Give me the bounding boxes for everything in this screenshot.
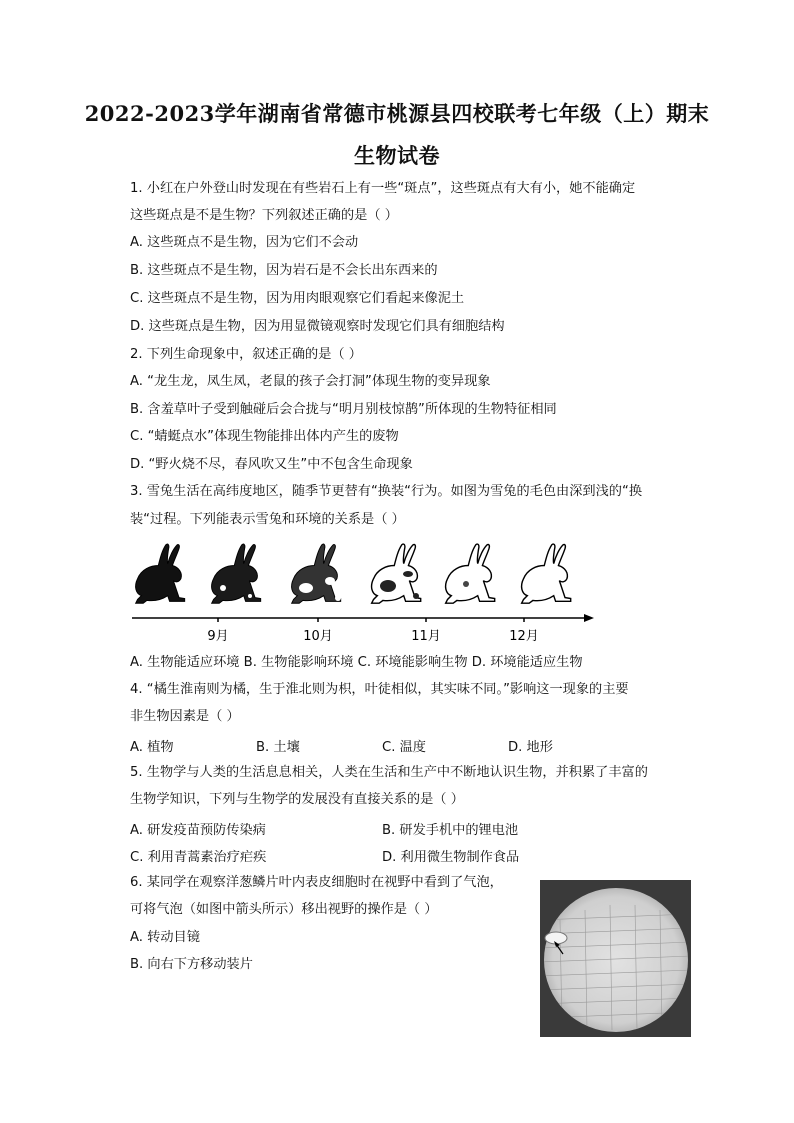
field-of-view-circle xyxy=(544,888,688,1032)
q2-stem: 2. 下列生命现象中，叙述正确的是（ ） xyxy=(130,347,362,362)
q1-option-d: D. 这些斑点是生物，因为用显微镜观察时发现它们具有细胞结构 xyxy=(130,319,505,334)
exam-title-line2: 生物试卷 xyxy=(354,143,440,168)
rabbit-october xyxy=(292,544,341,603)
timeline-arrowhead xyxy=(584,614,594,622)
q1-option-c: C. 这些斑点不是生物，因为用肉眼观察它们看起来像泥土 xyxy=(130,291,465,306)
q5-option-d: D. 利用微生物制作食品 xyxy=(382,850,520,865)
rabbit-november-early xyxy=(372,544,421,603)
q4-stem-line2: 非生物因素是（ ） xyxy=(130,709,240,724)
q2-option-b: B. 含羞草叶子受到触碰后会合拢与“明月别枝惊鹊”所体现的生物特征相同 xyxy=(130,402,557,417)
q1-option-a: A. 这些斑点不是生物，因为它们不会动 xyxy=(130,235,359,250)
q4-option-d: D. 地形 xyxy=(508,740,553,755)
q4-option-b: B. 土壤 xyxy=(256,740,300,755)
q4-options xyxy=(130,736,634,755)
q1-stem-line1: 1. 小红在户外登山时发现在有些岩石上有一些“斑点”，这些斑点有大有小，她不能确定 xyxy=(130,181,636,196)
q5-options-row2 xyxy=(130,846,634,865)
q4-option-c: C. 温度 xyxy=(382,740,426,755)
q5-options-row1 xyxy=(130,819,634,838)
q4-option-a: A. 植物 xyxy=(130,740,174,755)
q3-stem-line2: 装“过程。下列能表示雪兔和环境的关系是（ ） xyxy=(130,512,405,527)
month-label-nov: 11月 xyxy=(411,629,441,644)
rabbit-september xyxy=(212,544,261,603)
rabbit-september-early xyxy=(136,544,185,603)
q2-option-d: D. “野火烧不尽，春风吹又生”中不包含生命现象 xyxy=(130,457,413,472)
q1-option-b: B. 这些斑点不是生物，因为岩石是不会长出东西来的 xyxy=(130,263,438,278)
q4-stem-line1: 4. “橘生淮南则为橘，生于淮北则为枳，叶徒相似，其实味不同。”影响这一现象的主要 xyxy=(130,682,629,697)
q3-stem-line1: 3. 雪兔生活在高纬度地区，随季节更替有“换装“行为。如图为雪兔的毛色由深到浅的“换 xyxy=(130,484,643,499)
q5-stem-line2: 生物学知识，下列与生物学的发展没有直接关系的是（ ） xyxy=(130,792,464,807)
q5-option-a: A. 研发疫苗预防传染病 xyxy=(130,823,266,838)
month-label-dec: 12月 xyxy=(509,629,539,644)
q5-option-b: B. 研发手机中的锂电池 xyxy=(382,823,519,838)
month-label-oct: 10月 xyxy=(303,629,333,644)
q3-options: A. 生物能适应环境 B. 生物能影响环境 C. 环境能影响生物 D. 环境能适应生物 xyxy=(130,655,583,670)
q6-stem-line2: 可将气泡（如图中箭头所示）移出视野的操作是（ ） xyxy=(130,902,438,917)
month-label-sep: 9月 xyxy=(207,629,229,644)
q2-option-a: A. “龙生龙，凤生凤，老鼠的孩子会打洞”体现生物的变异现象 xyxy=(130,374,491,389)
rabbit-coat-figure xyxy=(128,536,598,648)
microscope-view-image xyxy=(540,880,691,1037)
q2-option-c: C. “蜻蜓点水”体现生物能排出体内产生的废物 xyxy=(130,429,399,444)
rabbit-december xyxy=(522,544,571,603)
q5-option-c: C. 利用青蒿素治疗疟疾 xyxy=(130,850,267,865)
q6-option-b: B. 向右下方移动装片 xyxy=(130,957,253,972)
air-bubble xyxy=(545,932,567,944)
rabbit-november xyxy=(446,544,495,603)
q6-option-a: A. 转动目镜 xyxy=(130,930,200,945)
exam-title-line1: 2022-2023学年湖南省常德市桃源县四校联考七年级（上）期末 xyxy=(84,101,710,126)
q5-stem-line1: 5. 生物学与人类的生活息息相关，人类在生活和生产中不断地认识生物，并积累了丰富的 xyxy=(130,765,648,780)
q1-stem-line2: 这些斑点是不是生物？下列叙述正确的是（ ） xyxy=(130,208,398,223)
q6-stem-line1: 6. 某同学在观察洋葱鳞片叶内表皮细胞时在视野中看到了气泡， xyxy=(130,875,503,890)
